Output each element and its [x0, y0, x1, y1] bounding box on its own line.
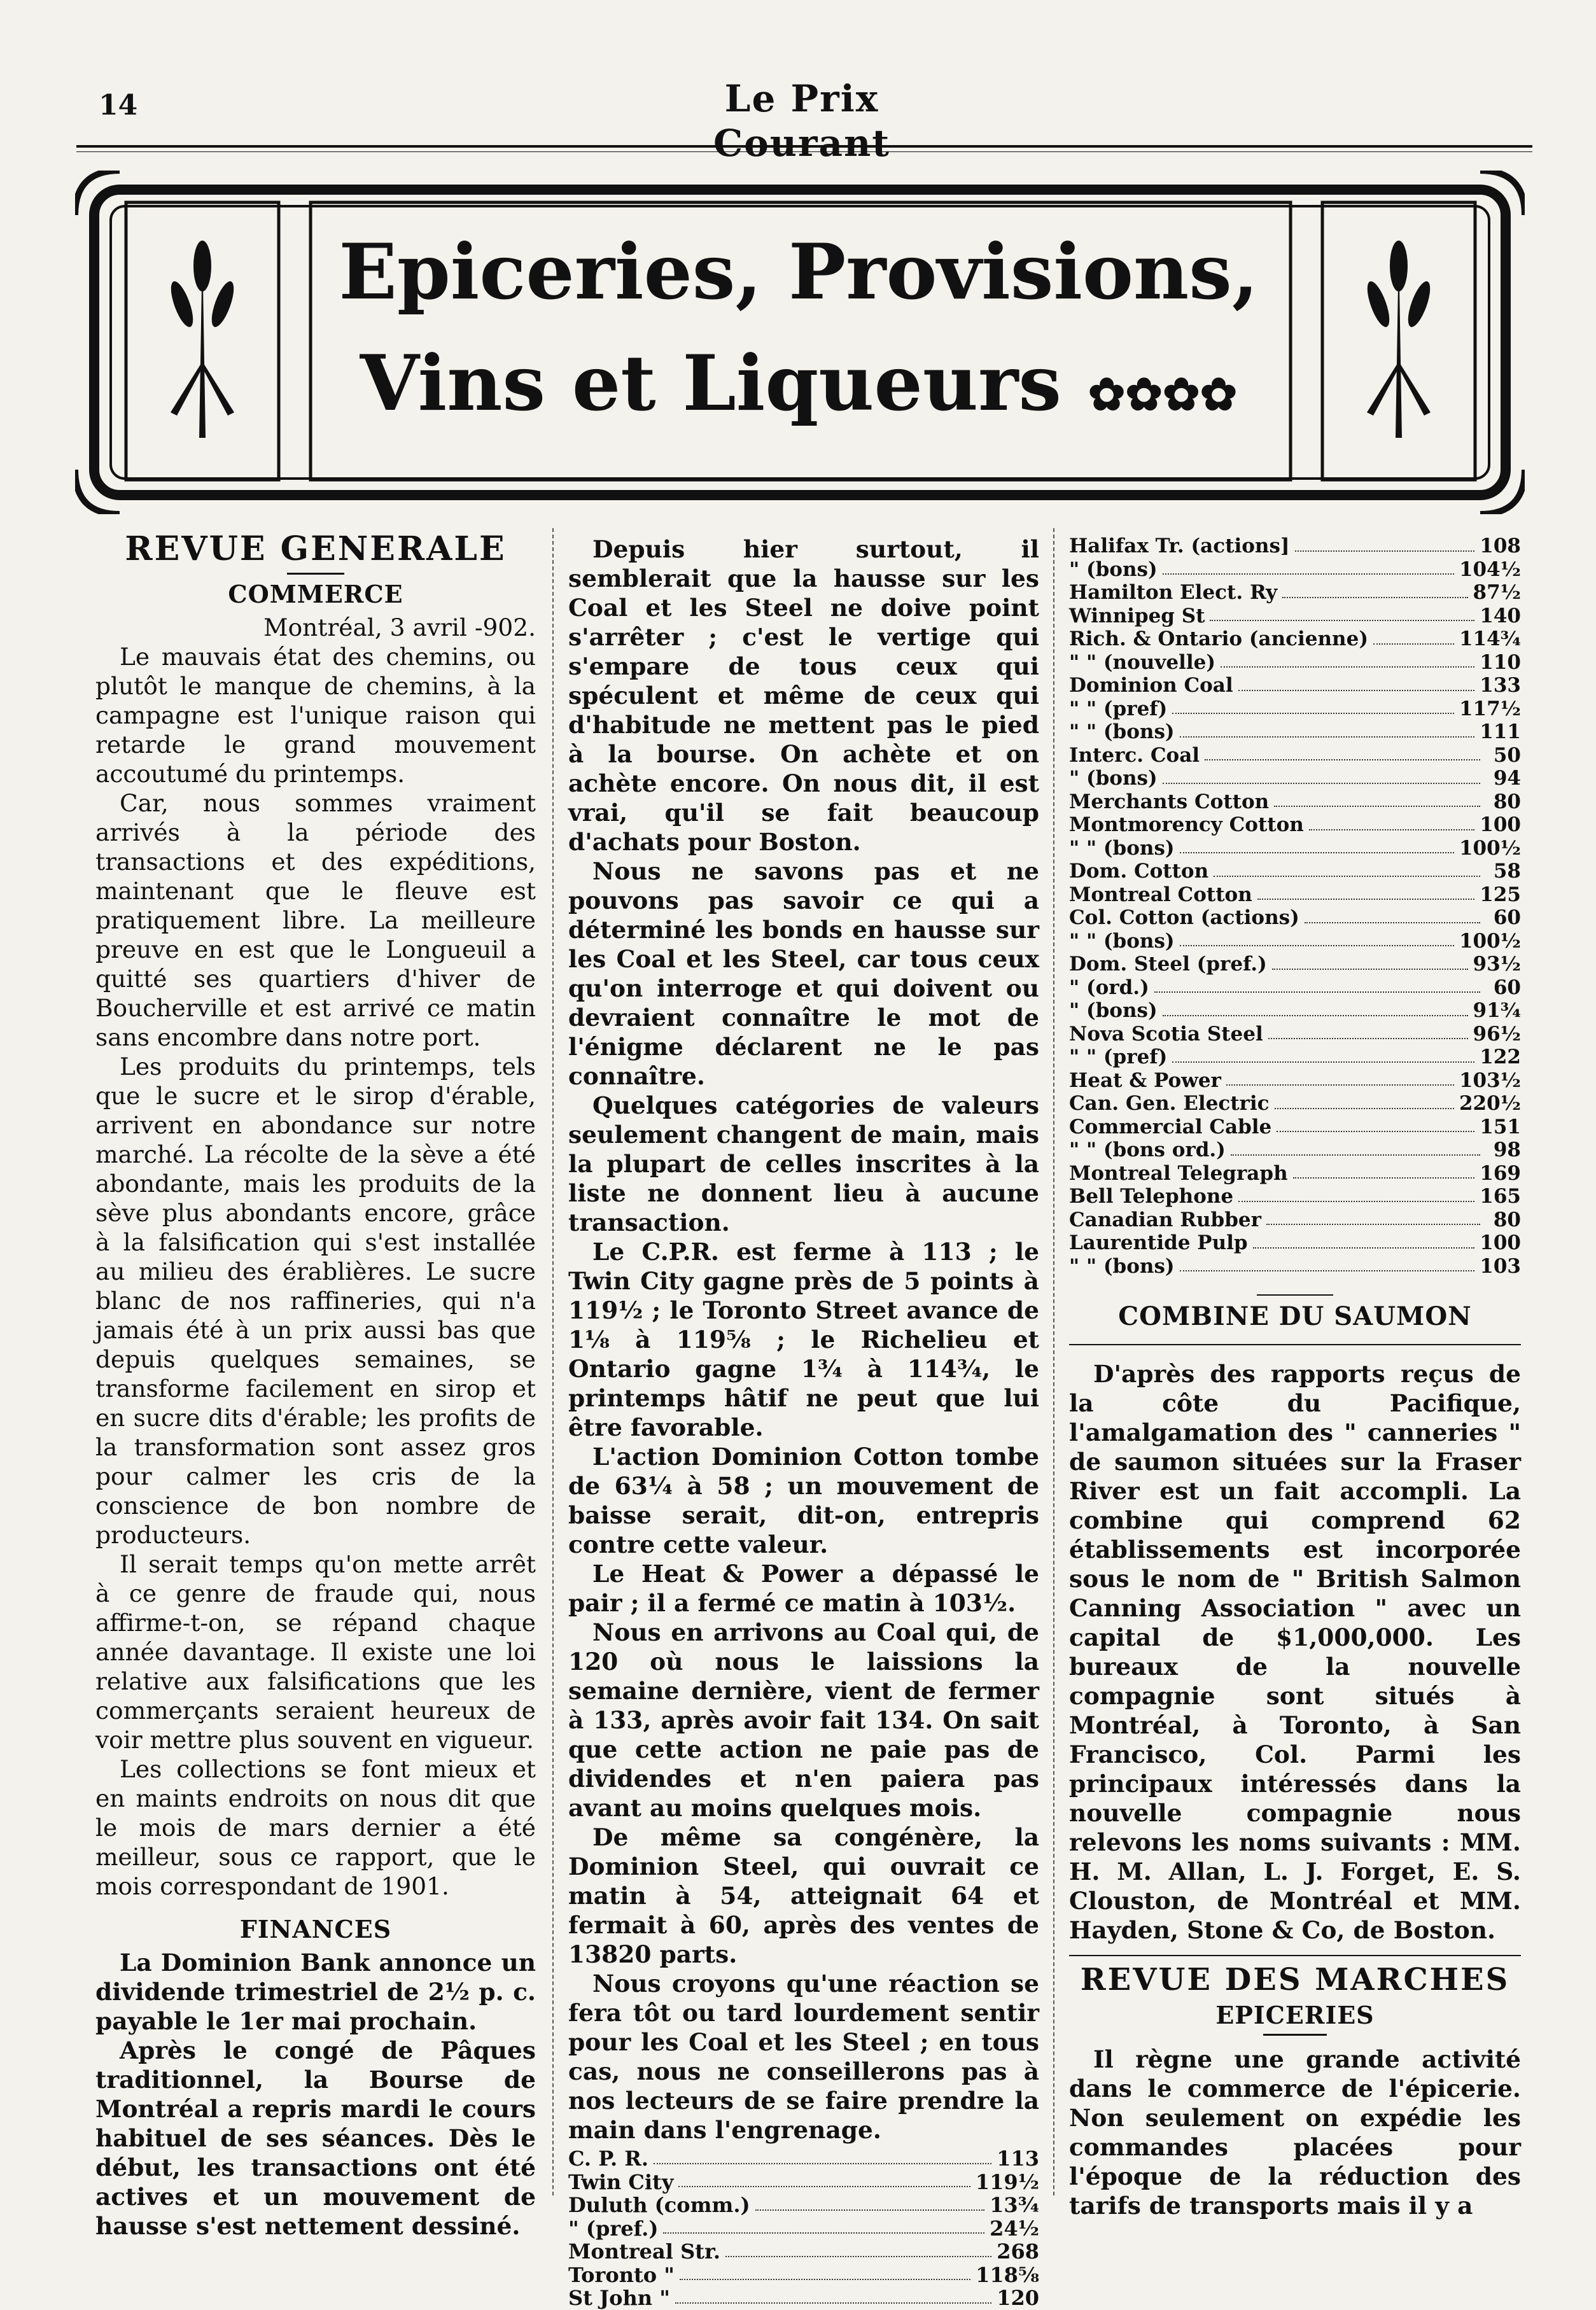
section-rule: [1069, 1955, 1521, 1956]
quote-row: Montreal Telegraph 169: [1069, 1161, 1521, 1185]
heading-rule: [1263, 2034, 1327, 2036]
section-rule: [1257, 1294, 1333, 1296]
section-rule: [1069, 1344, 1521, 1345]
paragraph: L'action Dominion Cotton tombe de 63¼ à 58 ; un mouvement de baisse serait, dit-on, entrepris contre cette valeur.: [568, 1443, 1039, 1558]
heading-combine-du-saumon: COMBINE DU SAUMON: [1118, 1301, 1472, 1331]
quote-row: Heat & Power 103½: [1069, 1068, 1521, 1092]
quote-row: Duluth (comm.) 13¾: [568, 2193, 1039, 2217]
column-right: [1069, 535, 1521, 2220]
paragraph: D'après des rapports reçus de la côte du Pacifique, l'amalgamation des " canneries " de saumon situées sur la Fraser River est un fait accompli. La combine qui comprend 62 établissements est incorporée sous le nom de " British Salmon Canning Association " avec un capital de $1,000,000. Les bureaux de la nouvelle compagnie sont situés à Montréal, à Toronto, à San Francisco, Col. Parmi les principaux intéressés dans la nouvelle compagnie nous relevons les noms suivants : MM. H. M. Allan, L. J. Forget, E. S. Clouston, de Montréal et MM. Hayden, Stone & Co, de Boston.: [1069, 1360, 1521, 1944]
ornament-icon: ✿✿✿✿: [1088, 368, 1238, 421]
quote-row: " (pref.) 24½: [568, 2216, 1039, 2241]
quotes-table-middle: [568, 2147, 1039, 2310]
header-rule-thin: [76, 151, 1532, 152]
wheat-icon-right: [1363, 241, 1435, 438]
column-left: [95, 529, 536, 2241]
paragraph: Nous ne savons pas et ne pouvons pas savoir ce qui a déterminé les bonds en hausse sur les Coal et les Steel, car tous ceux qu'on interroge et qui doivent ou devraient connaître le mot de l'énigme déclarent ne le pas connaître.: [568, 857, 1039, 1090]
heading-commerce: COMMERCE: [228, 580, 403, 608]
paragraph: Le Heat & Power a dépassé le pair ; il a fermé ce matin à 103½.: [568, 1560, 1039, 1617]
section-title-revue-des-marches: REVUE DES MARCHES: [1080, 1962, 1510, 1998]
quotes-table-right: [1069, 535, 1521, 1278]
paragraph: Le C.P.R. est ferme à 113 ; le Twin City gagne près de 5 points à 119½ ; le Toronto Street avance de 1⅛ à 119⅝ ; le Richelieu et Ontario gagne 1¾ à 114¾, le printemps hâtif ne peut que lui être favorable.: [568, 1238, 1039, 1441]
dateline: Montréal, 3 avril -902.: [263, 613, 536, 641]
paragraph: Après le congé de Pâques traditionnel, la Bourse de Montréal a repris mardi le cours habituel de ses séances. Dès le début, les transactions ont été actives et un mouvement de hausse s'est nettement dessiné.: [95, 2036, 536, 2240]
paragraph: Il serait temps qu'on mette arrêt à ce genre de fraude qui, nous affirme-t-on, se répand chaque année davantage. Il existe une loi relative aux falsifications que les commerçants seraient heureux de voir mettre plus souvent en vigueur.: [95, 1550, 536, 1754]
page-number: 14: [99, 89, 138, 122]
quote-row: Montreal Str. 268: [568, 2239, 1039, 2264]
quote-row: Nova Scotia Steel 96½: [1069, 1022, 1521, 1046]
quote-row: Bell Telephone 165: [1069, 1185, 1521, 1208]
section-title-revue-generale: REVUE GENERALE: [125, 529, 507, 568]
title-rule: [287, 573, 344, 575]
quote-row: " (bons) 91¾: [1069, 999, 1521, 1022]
paragraph: De même sa congénère, la Dominion Steel, qui ouvrait ce matin à 54, atteignait 64 et fermait à 60, après des ventes de 13820 parts.: [568, 1823, 1039, 1968]
column-middle: [568, 535, 1039, 2310]
paragraph: Quelques catégories de valeurs seulement changent de main, mais la plupart de celles inscrites à la liste ne donnent lieu à aucune transaction.: [568, 1091, 1039, 1236]
quote-row: Toronto " 118⅝: [568, 2262, 1039, 2287]
quote-row: Interc. Coal 50: [1069, 743, 1521, 767]
quote-row: Laurentide Pulp 100: [1069, 1231, 1521, 1254]
paragraph: Nous croyons qu'une réaction se fera tôt ou tard lourdement sentir pour les Coal et les Steel ; en tous cas, nous ne conseillerons pas à nos lecteurs de se faire prendre la main dans l'engrenage.: [568, 1970, 1039, 2144]
wheat-icon-left: [167, 241, 239, 438]
quote-row: Dom. Cotton 58: [1069, 860, 1521, 883]
quote-row: " " (bons) 100½: [1069, 836, 1521, 860]
paragraph: Les produits du printemps, tels que le sucre et le sirop d'érable, arrivent en abondance sur notre marché. La récolte de la sève a été abondante, mais les produits de la sève plus abondants encore, grâce à la falsification qui s'est installée au milieu des érablières. Le sucre blanc de nos raffineries, qui n'a jamais été à un prix aussi bas que depuis quelques semaines, se transforme facilement en sirop et en sucre dits d'érable; les profits de la transformation sont assez gros pour calmer les cris de la conscience de bon nombre de producteurs.: [95, 1053, 536, 1549]
quote-row: Winnipeg St 140: [1069, 604, 1521, 627]
quote-row: Col. Cotton (actions) 60: [1069, 906, 1521, 929]
paragraph: Car, nous sommes vraiment arrivés à la période des transactions et des expéditions, maintenant que le fleuve est pratiquement libre. La meilleure preuve en est que le Longueuil a quitté ses quartiers d'hiver de Boucherville et est arrivé ce matin sans encombre dans notre port.: [95, 789, 536, 1051]
quote-row: St John " 120: [568, 2286, 1039, 2310]
paragraph: Il règne une grande activité dans le commerce de l'épicerie. Non seulement on expédie les commandes placées pour l'époque de la réduction des tarifs de transports mais il y a: [1069, 2045, 1521, 2220]
column-divider: [1053, 528, 1054, 2195]
quote-row: " " (bons ord.) 98: [1069, 1138, 1521, 1161]
quote-row: Montreal Cotton 125: [1069, 883, 1521, 906]
quote-row: Montmorency Cotton 100: [1069, 813, 1521, 836]
quote-row: Canadian Rubber 80: [1069, 1208, 1521, 1231]
paragraph: Depuis hier surtout, il semblerait que la hausse sur les Coal et les Steel ne doive point s'arrêter ; c'est le vertige qui s'empare de tous ceux qui spéculent et même de ceux qui d'habitude ne mettent pas le pied à la bourse. On achète et on achète encore. On nous dit, il est vrai, qu'il se fait beaucoup d'achats pour Boston.: [568, 535, 1039, 856]
quote-row: " " (pref) 117½: [1069, 697, 1521, 720]
quote-row: " " (nouvelle) 110: [1069, 650, 1521, 674]
quote-row: Rich. & Ontario (ancienne) 114¾: [1069, 627, 1521, 650]
column-divider: [552, 528, 554, 2195]
quote-row: Dominion Coal 133: [1069, 674, 1521, 697]
paragraph: La Dominion Bank annonce un dividende trimestriel de 2½ p. c. payable le 1er mai prochain.: [95, 1949, 536, 2035]
quote-row: C. P. R. 113: [568, 2146, 1039, 2171]
quote-row: Twin City 119½: [568, 2169, 1039, 2194]
heading-finances: FINANCES: [239, 1915, 392, 1943]
quote-row: Can. Gen. Electric 220½: [1069, 1092, 1521, 1115]
quote-row: " " (bons) 111: [1069, 720, 1521, 743]
quote-row: " (bons) 104½: [1069, 557, 1521, 581]
quote-row: " (bons) 94: [1069, 767, 1521, 790]
header-rule: [76, 145, 1532, 148]
quote-row: " " (bons) 100½: [1069, 929, 1521, 953]
quote-row: Hamilton Elect. Ry 87½: [1069, 581, 1521, 604]
quote-row: Commercial Cable 151: [1069, 1115, 1521, 1138]
quote-row: " " (pref) 122: [1069, 1046, 1521, 1068]
quote-row: Halifax Tr. (actions] 108: [1069, 535, 1521, 557]
banner-title: [312, 216, 1285, 450]
quote-row: Merchants Cotton 80: [1069, 790, 1521, 813]
paragraph: Nous en arrivons au Coal qui, de 120 où nous le laissions la semaine dernière, vient de fermer à 133, après avoir fait 134. On sait que cette action ne paie pas de dividendes et n'en paiera pas avant au moins quelques mois.: [568, 1618, 1039, 1822]
quote-row: " (ord.) 60: [1069, 976, 1521, 999]
masthead-logo: Le Prix Courant: [713, 77, 891, 165]
banner-line-2: Vins et Liqueurs ✿✿✿✿: [360, 339, 1238, 428]
heading-epiceries: EPICERIES: [1215, 2001, 1375, 2029]
paragraph: Le mauvais état des chemins, ou plutôt le manque de chemins, à la campagne est l'unique raison qui retarde le grand mouvement accoutumé du printemps.: [95, 643, 536, 788]
banner-line-1: Epiceries, Provisions,: [339, 227, 1259, 317]
quote-row: " " (bons) 103: [1069, 1254, 1521, 1278]
paragraph: Les collections se font mieux et en maints endroits on nous dit que le mois de mars dernier a été meilleur, sous ce rapport, que le mois correspondant de 1901.: [95, 1755, 536, 1900]
quote-row: Dom. Steel (pref.) 93½: [1069, 953, 1521, 976]
